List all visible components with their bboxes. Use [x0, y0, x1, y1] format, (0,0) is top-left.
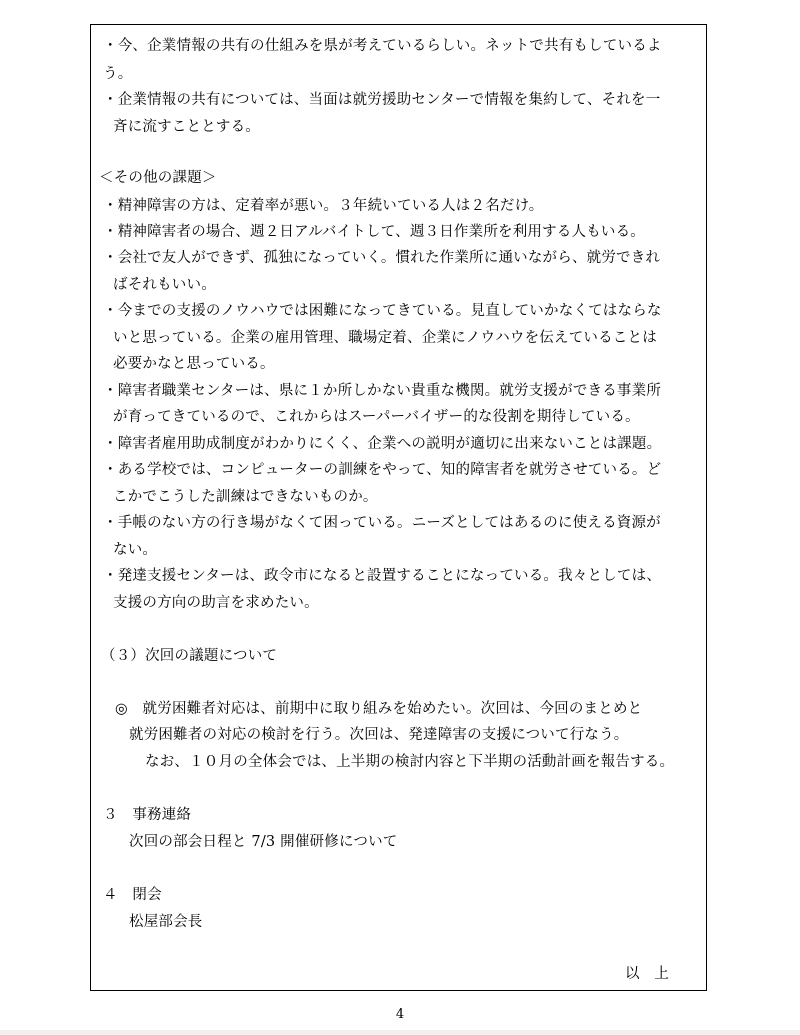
section-heading: ４ 閉会 [103, 887, 162, 903]
text-line: こかでこうした訓練はできないものか。 [113, 489, 378, 505]
text-line: 次回の部会日程と 7/3 開催研修について [129, 834, 398, 850]
text-line: ・障害者雇用助成制度がわかりにくく、企業への説明が適切に出来ないことは課題。 [103, 436, 662, 452]
section-heading: （３）次回の議題について [101, 648, 278, 664]
page-number: 4 [395, 1007, 405, 1022]
text-line: ・精神障害者の場合、週２日アルバイトして、週３日作業所を利用する人もいる。 [103, 224, 646, 240]
text-line: 就労困難者の対応の検討を行う。次回は、発達障害の支援について行なう。 [129, 727, 629, 743]
text-line: ・企業情報の共有については、当面は就労援助センターで情報を集約して、それを一 [103, 92, 661, 108]
text-line: ばそれもいい。 [113, 277, 216, 293]
text-line: ・手帳のない方の行き場がなくて困っている。ニーズとしてはあるのに使える資源が [103, 515, 661, 531]
section-heading: ３ 事務連絡 [103, 807, 192, 823]
text-line: ・今までの支援のノウハウでは困難になってきている。見直していかなくてはならな [103, 303, 662, 319]
text-line: 松屋部会長 [129, 914, 203, 930]
section-heading: ＜その他の課題＞ [99, 170, 217, 186]
text-line: ・障害者職業センターは、県に１か所しかない貴重な機関。就労支援ができる事業所 [103, 383, 662, 399]
text-line: ◎ 就労困難者対応は、前期中に取り組みを始めたい。次回は、今回のまとめと [115, 701, 643, 717]
text-line: ない。 [113, 542, 158, 558]
text-line: なお、１０月の全体会では、上半期の検討内容と下半期の活動計画を報告する。 [145, 754, 675, 770]
text-line: ・会社で友人ができず、孤独になっていく。慣れた作業所に通いながら、就労できれ [103, 250, 661, 266]
text-line: ・発達支援センターは、政令市になると設置することになっている。我々としては、 [103, 568, 662, 584]
text-line: いと思っている。企業の雇用管理、職場定着、企業にノウハウを伝えていることは [113, 330, 657, 346]
text-line: 必要かなと思っている。 [113, 356, 275, 372]
text-line: 支援の方向の助言を求めたい。 [113, 595, 319, 611]
text-line: ・精神障害の方は、定着率が悪い。３年続いている人は２名だけ。 [103, 198, 544, 214]
document-frame [90, 24, 707, 991]
text-line: ・ある学校では、コンピューターの訓練をやって、知的障害者を就労させている。ど [103, 462, 662, 478]
viewer-bottom-strip [0, 1030, 800, 1035]
text-line: 斉に流すこととする。 [113, 119, 260, 135]
closing-text: 以 上 [625, 966, 670, 982]
text-line: う。 [103, 66, 133, 82]
text-line: が育ってきているので、これからはスーパーバイザー的な役割を期待している。 [113, 409, 640, 425]
text-line: ・今、企業情報の共有の仕組みを県が考えているらしい。ネットで共有もしているよ [103, 38, 662, 54]
